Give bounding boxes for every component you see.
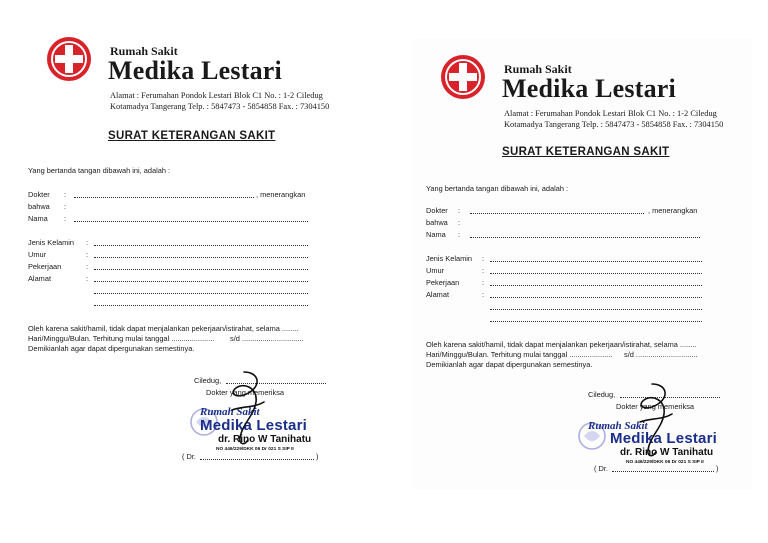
- stamp-label: Rumah Sakit: [200, 406, 260, 418]
- nama-field[interactable]: [470, 237, 700, 238]
- alamat-label: Alamat: [426, 290, 450, 299]
- doctor-number: NO 446/229/DKK 06 Dr 021 S SIP II: [216, 447, 294, 452]
- nama-colon: :: [458, 230, 461, 239]
- hospital-name: Medika Lestari: [502, 74, 676, 103]
- pekerjaan-label: Pekerjaan: [426, 278, 460, 287]
- form-title: SURAT KETERANGAN SAKIT: [502, 146, 670, 158]
- pekerjaan-field[interactable]: [94, 269, 308, 270]
- address-line-2: Kotamadya Tangerang Telp. : 5847473 - 5854858 Fax. : 7304150: [110, 102, 330, 111]
- alamat-label: Alamat: [28, 274, 52, 283]
- bahwa-label: bahwa: [426, 218, 448, 227]
- hospital-label: Rumah Sakit: [504, 62, 572, 76]
- jenis-kelamin-label: Jenis Kelamin: [28, 238, 75, 247]
- body-line-2b: s/d ..............................: [624, 350, 698, 359]
- address-line-1: Alamat : Ferumahan Pondok Lestari Blok C1 No. : 1-2 Ciledug: [110, 91, 323, 100]
- alamat-field-3[interactable]: [94, 305, 308, 306]
- body-line-1: Oleh karena sakit/hamil, tidak dapat menjalankan pekerjaan/istirahat, selama ........: [426, 340, 697, 349]
- dokter-label: Dokter: [426, 206, 448, 215]
- jenis-kelamin-field[interactable]: [490, 261, 702, 262]
- sign-close: ): [716, 464, 719, 473]
- alamat-colon: :: [86, 274, 89, 283]
- examiner-text: Dokter yang memeriksa: [206, 388, 285, 397]
- jenis-kelamin-colon: :: [86, 238, 89, 247]
- jenis-kelamin-colon: :: [482, 254, 485, 263]
- sign-open: ( Dr.: [594, 464, 608, 473]
- umur-field[interactable]: [490, 273, 702, 274]
- form-title: SURAT KETERANGAN SAKIT: [108, 130, 276, 142]
- alamat-field-1[interactable]: [94, 281, 308, 282]
- dokter-label: Dokter: [28, 190, 50, 199]
- umur-field[interactable]: [94, 257, 308, 258]
- hospital-address: [504, 108, 723, 130]
- dokter-colon: :: [64, 190, 67, 199]
- handwritten-signature: [622, 378, 682, 460]
- bahwa-colon: :: [458, 218, 461, 227]
- dokter-colon: :: [458, 206, 461, 215]
- umur-label: Umur: [28, 250, 47, 259]
- body-line-3: Demikianlah agar dapat dipergunakan semestinya.: [426, 360, 593, 369]
- alamat-field-2[interactable]: [94, 293, 308, 294]
- doctor-name: dr. Rino W Tanihatu: [218, 434, 312, 445]
- pekerjaan-field[interactable]: [490, 285, 702, 286]
- intro-text: Yang bertanda tangan dibawah ini, adalah :: [28, 166, 171, 175]
- address-line-2: Kotamadya Tangerang Telp. : 5847473 - 5854858 Fax. : 7304150: [504, 120, 724, 129]
- doctor-name: dr. Rino W Tanihatu: [620, 447, 714, 458]
- dokter-field[interactable]: [74, 197, 254, 198]
- address-line-1: Alamat : Ferumahan Pondok Lestari Blok C1 No. : 1-2 Ciledug: [504, 109, 717, 118]
- jenis-kelamin-label: Jenis Kelamin: [426, 254, 473, 263]
- umur-label: Umur: [426, 266, 445, 275]
- pekerjaan-label: Pekerjaan: [28, 262, 62, 271]
- dokter-field[interactable]: [470, 213, 644, 214]
- red-cross-logo-icon: [46, 36, 92, 82]
- menerangkan-text: , menerangkan: [648, 206, 698, 215]
- body-line-2a: Hari/Minggu/Bulan. Terhitung mulai tanggal .....................: [28, 334, 215, 343]
- sign-field[interactable]: [200, 459, 314, 460]
- stamp-name: Medika Lestari: [200, 417, 308, 434]
- body-line-3: Demikianlah agar dapat dipergunakan semestinya.: [28, 344, 195, 353]
- alamat-field-1[interactable]: [490, 297, 702, 298]
- document-sheet-left: [20, 14, 362, 476]
- sign-open: ( Dr.: [182, 452, 196, 461]
- bahwa-label: bahwa: [28, 202, 50, 211]
- body-line-2b: s/d ..............................: [230, 334, 304, 343]
- stamp-emblem: [574, 406, 614, 466]
- stamp-label: Rumah Sakit: [588, 420, 648, 432]
- nama-label: Nama: [426, 230, 446, 239]
- examiner-text: Dokter yang memeriksa: [616, 402, 695, 411]
- bahwa-colon: :: [64, 202, 67, 211]
- place-text: Ciledug,: [194, 376, 222, 385]
- jenis-kelamin-field[interactable]: [94, 245, 308, 246]
- hospital-label: Rumah Sakit: [110, 44, 178, 58]
- nama-field[interactable]: [74, 221, 308, 222]
- pekerjaan-colon: :: [86, 262, 89, 271]
- stamp-name: Medika Lestari: [610, 430, 718, 447]
- alamat-colon: :: [482, 290, 485, 299]
- body-line-1: Oleh karena sakit/hamil, tidak dapat menjalankan pekerjaan/istirahat, selama ........: [28, 324, 299, 333]
- alamat-field-2[interactable]: [490, 309, 702, 310]
- hospital-address: [110, 90, 329, 112]
- menerangkan-text: , menerangkan: [256, 190, 306, 199]
- nama-label: Nama: [28, 214, 48, 223]
- body-line-2a: Hari/Minggu/Bulan. Terhitung mulai tanggal .....................: [426, 350, 613, 359]
- sign-close: ): [316, 452, 319, 461]
- nama-colon: :: [64, 214, 67, 223]
- red-cross-logo-icon: [440, 54, 486, 100]
- umur-colon: :: [482, 266, 485, 275]
- sign-field[interactable]: [612, 471, 714, 472]
- hospital-name: Medika Lestari: [108, 56, 282, 85]
- place-text: Ciledug,: [588, 390, 616, 399]
- alamat-field-3[interactable]: [490, 321, 702, 322]
- intro-text: Yang bertanda tangan dibawah ini, adalah :: [426, 184, 569, 193]
- document-sheet-right: [412, 38, 752, 490]
- handwritten-signature: [214, 366, 274, 448]
- pekerjaan-colon: :: [482, 278, 485, 287]
- doctor-number: NO 446/229/DKK 06 Dr 021 S SIP II: [626, 460, 704, 465]
- umur-colon: :: [86, 250, 89, 259]
